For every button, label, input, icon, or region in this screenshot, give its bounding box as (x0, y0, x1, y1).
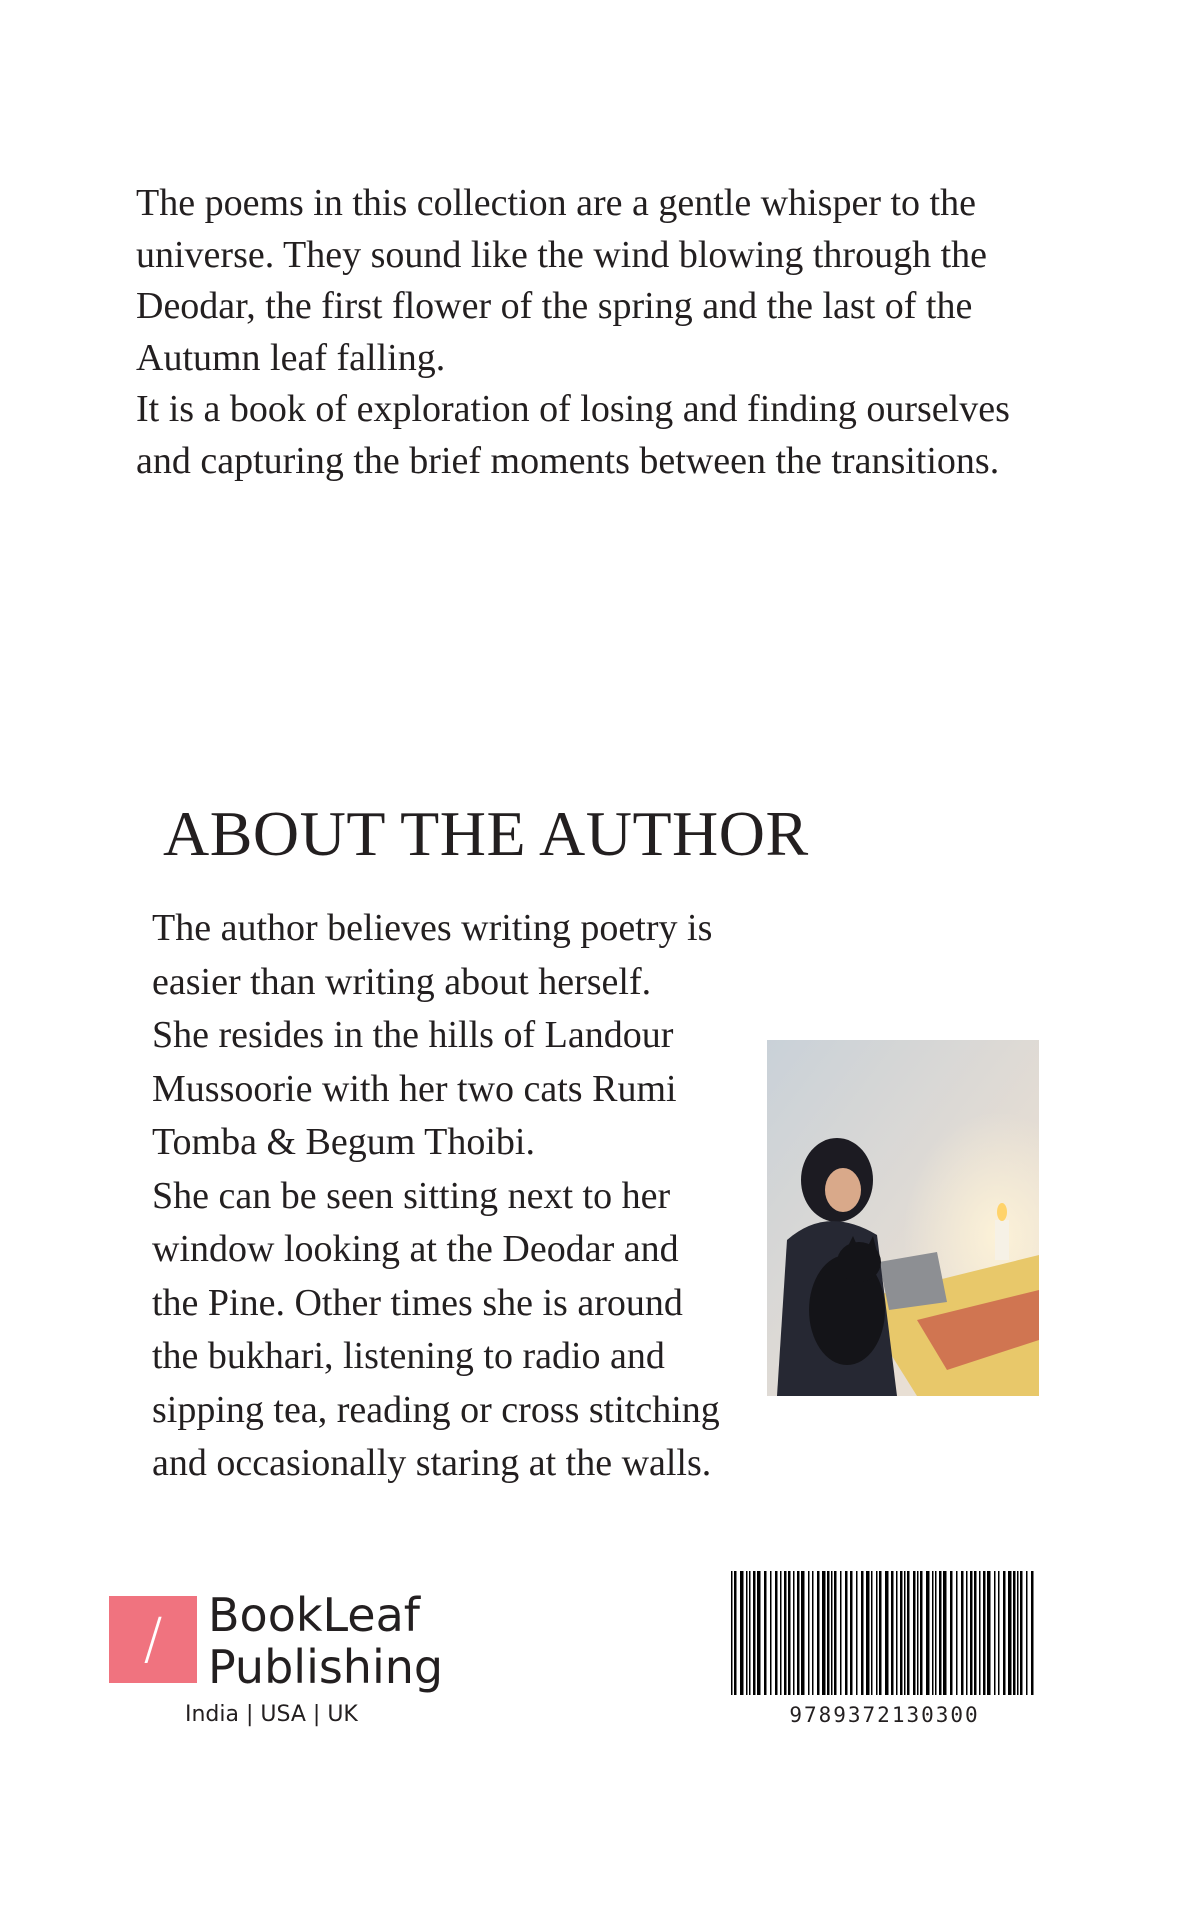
barcode-bar (907, 1571, 910, 1695)
barcode-bar (746, 1571, 748, 1695)
barcode-bar (850, 1571, 853, 1695)
barcode-bar (801, 1571, 805, 1695)
barcode-bar (926, 1571, 930, 1695)
barcode-bar (994, 1571, 996, 1695)
barcode-bar (764, 1571, 767, 1695)
barcode-bar (812, 1571, 814, 1695)
barcode-bar (1013, 1571, 1016, 1695)
barcode-bar (797, 1571, 800, 1695)
barcode-bar (808, 1571, 810, 1695)
barcode-bar (961, 1571, 964, 1695)
barcode-bar (734, 1571, 737, 1695)
blurb-paragraph-1: The poems in this collection are a gentle whisper to the universe. They sound like the wind blowing through the Deodar, the first flower of the spring and the last of the Autumn leaf falling. (136, 182, 988, 379)
barcode-bar (896, 1571, 898, 1695)
barcode-bar (1017, 1571, 1019, 1695)
barcode-bar (970, 1571, 973, 1695)
barcode-bar (793, 1571, 795, 1695)
publisher-regions: India | USA | UK (185, 1702, 358, 1727)
barcode-bar (834, 1571, 837, 1695)
barcode-bar (866, 1571, 870, 1695)
barcode-bar (753, 1571, 756, 1695)
barcode-bar (876, 1571, 878, 1695)
publisher-logo-text (208, 1589, 443, 1693)
slash-logo-icon: / (143, 1607, 163, 1672)
barcode-bar (904, 1571, 906, 1695)
barcode-bar (891, 1571, 894, 1695)
barcode-bar (900, 1571, 903, 1695)
barcode-bar (740, 1571, 744, 1695)
blurb-paragraph-2: It is a book of exploration of losing and finding ourselves and capturing the brief moments between the transitions. (136, 388, 1010, 482)
barcode-bar (917, 1571, 919, 1695)
barcode-bar (1008, 1571, 1012, 1695)
barcode-bar (920, 1571, 923, 1695)
barcode-bar (856, 1571, 858, 1695)
barcode-bar (840, 1571, 842, 1695)
barcode-bar (939, 1571, 942, 1695)
back-cover-blurb (136, 178, 1056, 487)
isbn-barcode (731, 1571, 1038, 1695)
barcode-bar (1026, 1571, 1028, 1695)
barcode-bar (932, 1571, 934, 1695)
barcode-bar (983, 1571, 986, 1695)
barcode-bar (950, 1571, 953, 1695)
barcode-bar (780, 1571, 782, 1695)
barcode-bar (827, 1571, 830, 1695)
barcode-bar (861, 1571, 864, 1695)
barcode-bar (731, 1571, 733, 1695)
barcode-bar (770, 1571, 772, 1695)
barcode-bar (749, 1571, 751, 1695)
barcode-bar (966, 1571, 968, 1695)
bookleaf-logo-mark (109, 1596, 197, 1683)
barcode-bar (1031, 1571, 1034, 1695)
barcode-bar (885, 1571, 889, 1695)
barcode-bar (956, 1571, 958, 1695)
barcode-bar (935, 1571, 937, 1695)
author-photo (767, 1040, 1039, 1396)
barcode-bar (987, 1571, 991, 1695)
isbn-number: 9789372130300 (789, 1703, 980, 1727)
barcode-bar (775, 1571, 778, 1695)
barcode-bar (871, 1571, 873, 1695)
publisher-name-line-1: BookLeaf (208, 1588, 420, 1642)
barcode-bar (943, 1571, 947, 1695)
barcode-bar (1020, 1571, 1023, 1695)
publisher-name-line-2: Publishing (208, 1640, 444, 1694)
barcode-bar (998, 1571, 1000, 1695)
about-the-author-heading: ABOUT THE AUTHOR (163, 798, 809, 869)
barcode-bar (757, 1571, 761, 1695)
barcode-bar (817, 1571, 820, 1695)
barcode-bar (979, 1571, 981, 1695)
barcode-bar (845, 1571, 848, 1695)
barcode-bar (831, 1571, 833, 1695)
barcode-bar (879, 1571, 882, 1695)
barcode-bar (974, 1571, 977, 1695)
barcode-bar (784, 1571, 787, 1695)
barcode-bar (788, 1571, 791, 1695)
barcode-bar (1003, 1571, 1006, 1695)
author-bio: The author believes writing poetry is easier than writing about herself. She resides in the hills of Landour Mussoorie with her two cats Rumi Tomba & Begum Thoibi. She can be seen sitting next to her window looking at the Deodar and the Pine. Other times she is around the bukhari, listening to radio and sipping tea, reading or cross stitching and occasionally staring at the walls. (152, 907, 720, 1484)
barcode-bar (822, 1571, 826, 1695)
barcode-bar (913, 1571, 916, 1695)
